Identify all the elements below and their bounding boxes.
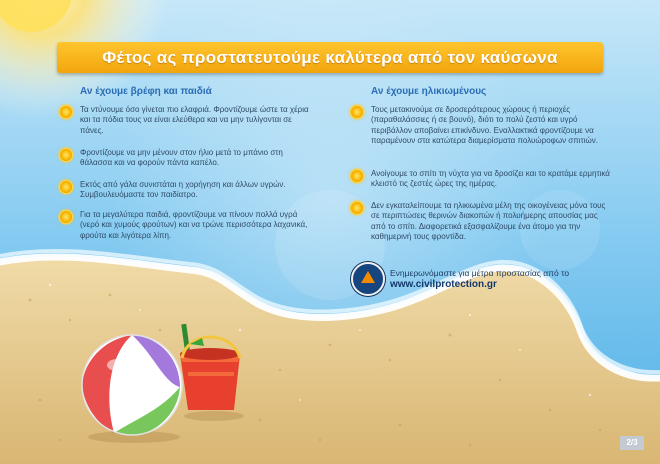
list-item xyxy=(351,105,611,146)
list-item-text: Φροντίζουμε να μην μένουν στον ήλιο μετά το μπάνιο στη θάλασσα και να φορούν πάντα καπέλο. xyxy=(80,148,283,168)
list-item xyxy=(351,169,611,190)
sun-bullet-icon xyxy=(351,170,363,182)
list-item xyxy=(60,105,310,136)
list-item xyxy=(60,210,310,241)
list-item-text: Τους μετακινούμε σε δροσερότερους χώρους ή περιοχές (παραθαλάσσιες ή σε βουνό), διότι το πολύ ζεστό και υγρό περιβάλλον αποβαίνει επικίνδυνο. Εναλλακτικά φροντίζουμε να παραμένουν στα κατώτερα διαμερίσματα πολυώροφων σπιτιών. xyxy=(371,105,598,145)
list-item-text: Τα ντύνουμε όσο γίνεται πιο ελαφριά. Φροντίζουμε ώστε τα χέρια και τα πόδια τους να είναι ελεύθερα και να μην τυλίγονται σε πάνες. xyxy=(80,105,309,135)
list-item-text: Ανοίγουμε το σπίτι τη νύχτα για να δροσίζει και το κρατάμε ερμητικά κλειστό τις ζεστές ώρες της ημέρας. xyxy=(371,169,610,189)
sand-bucket-illustration xyxy=(174,318,254,422)
website-info xyxy=(351,262,569,296)
list-item xyxy=(351,201,611,242)
list-item xyxy=(60,180,310,201)
list-item-text: Εκτός από γάλα συνιστάται η χορήγηση και άλλων υγρών. Συμβουλευόμαστε τον παιδίατρο. xyxy=(80,180,286,200)
heading-elderly: Αν έχουμε ηλικιωμένους xyxy=(371,86,487,97)
page-number: 2/3 xyxy=(620,436,644,450)
sun-bullet-icon xyxy=(60,181,72,193)
sun-bullet-icon xyxy=(351,202,363,214)
sun-bullet-icon xyxy=(351,106,363,118)
list-item-text: Δεν εγκαταλείπουμε τα ηλικιωμένα μέλη της οικογένειας μόνα τους σε περιπτώσεις θερινών διακοπών ή πολυήμερης απουσίας μας από το σπίτι. Διαφορετικά εξασφαλίζουμε ένα άτομο για την καθημερινή τους φροντίδα. xyxy=(371,201,606,241)
info-line: Ενημερωνόμαστε για μέτρα προστασίας από το xyxy=(390,268,570,278)
sun-bullet-icon xyxy=(60,211,72,223)
list-item xyxy=(60,148,310,169)
sun-bullet-icon xyxy=(60,149,72,161)
heading-children: Αν έχουμε βρέφη και παιδιά xyxy=(80,86,212,97)
civil-protection-logo xyxy=(351,262,385,296)
website-link[interactable]: www.civilprotection.gr xyxy=(390,279,497,290)
list-item-text: Για τα μεγαλύτερα παιδιά, φροντίζουμε να πίνουν πολλά υγρά (νερό και χυμούς φρούτων) και να τρώνε περισσότερα λαχανικά, φρούτα και λιγότερα λίπη. xyxy=(80,210,308,240)
sun-bullet-icon xyxy=(60,106,72,118)
title-banner: Φέτος ας προστατευτούμε καλύτερα από τον καύσωνα xyxy=(57,42,603,73)
